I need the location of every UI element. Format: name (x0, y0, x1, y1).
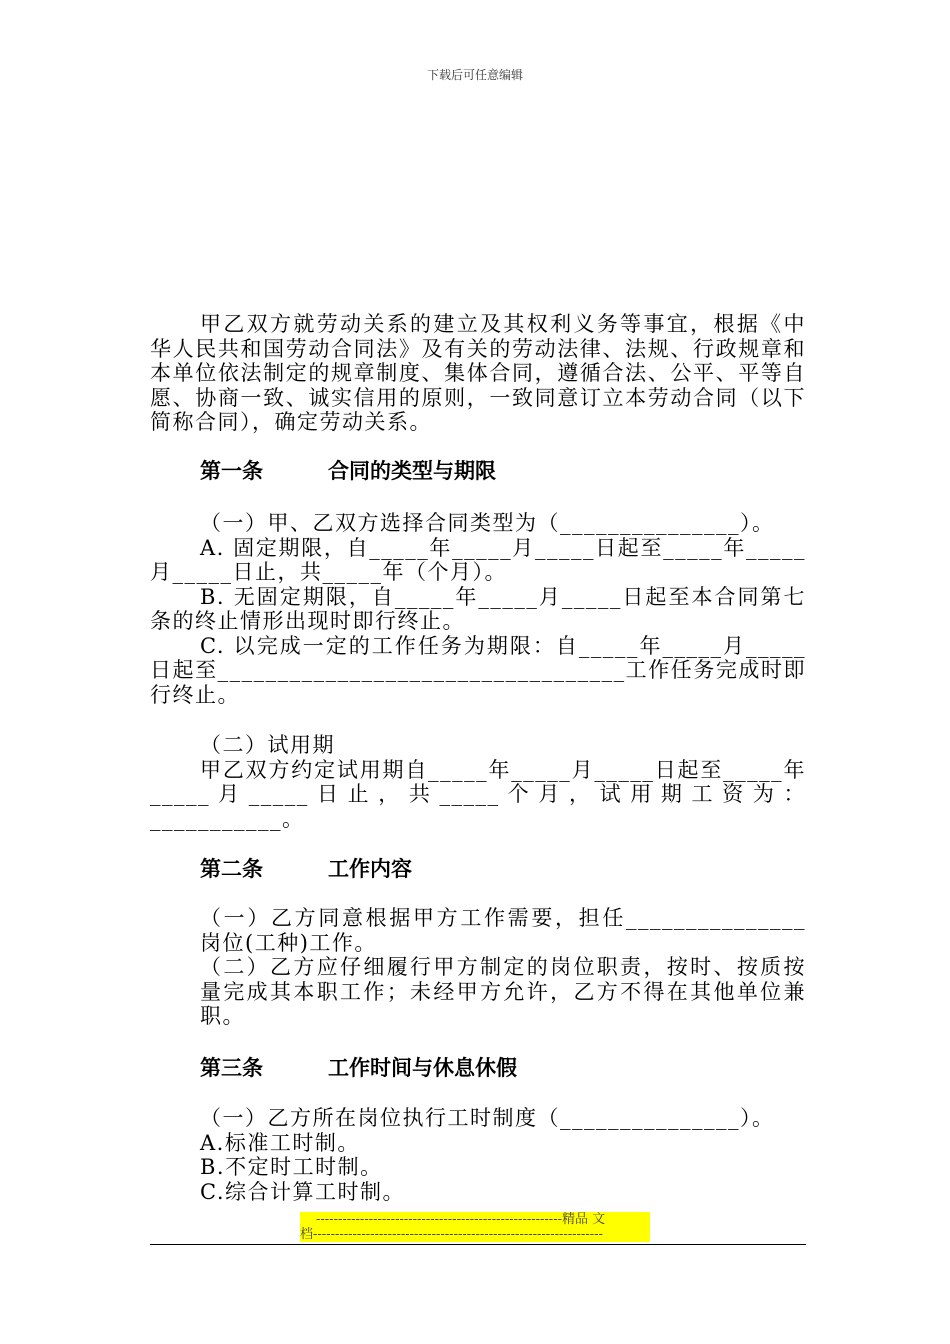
article-2 (150, 856, 806, 882)
page-header: 下载后可任意编辑 (426, 68, 523, 82)
article-1-clause-1: （一）甲、乙双方选择合同类型为（_______________）。 (200, 511, 775, 535)
article-2-clause-2: （二）乙方应仔细履行甲方制定的岗位职责，按时、按质按量完成其本职工作；未经甲方允许，乙方不得在其他单位兼职。 (200, 955, 806, 1028)
article-2-body (150, 906, 806, 1029)
article-1-clause-2: （二）试用期 (200, 733, 335, 757)
article-1-probation (150, 733, 806, 831)
article-1-title: 合同的类型与期限 (328, 458, 496, 483)
article-1-heading (150, 458, 806, 484)
article-1-option-a: A. 固定期限，自_____年_____月_____日起至_____年_____月_____日止，共_____年（个月）。 (150, 535, 806, 584)
article-1-body (150, 511, 806, 707)
article-2-number: 第二条 (200, 856, 263, 881)
article-3 (150, 1055, 806, 1081)
article-3-title: 工作时间与休息休假 (328, 1055, 517, 1080)
article-2-heading (150, 856, 806, 882)
article-3-clause-1: （一）乙方所在岗位执行工时制度（_______________）。 (200, 1106, 775, 1130)
footer-line-2: 档------------------------------------------------------------------ (300, 1227, 603, 1242)
article-1-probation-text: 甲乙双方约定试用期自_____年_____月_____日起至_____年_____月_____日止，共_____个月，试用期工资为：___________。 (150, 757, 806, 831)
article-3-option-c: C.综合计算工时制。 (200, 1179, 405, 1204)
intro-text: 甲乙双方就劳动关系的建立及其权利义务等事宜，根据《中华人民共和国劳动合同法》及有关的劳动法律、法规、行政规章和本单位依法制定的规章制度、集体合同，遵循合法、公平、平等自愿、协商一致、诚实信用的原则，一致同意订立本劳动合同（以下简称合同），确定劳动关系。 (150, 312, 806, 434)
article-2-clause-1: （一）乙方同意根据甲方工作需要，担任_______________岗位(工种)工作。 (200, 906, 806, 955)
article-1-option-b: B. 无固定期限，自_____年_____月_____日起至本合同第七条的终止情形出现时即行终止。 (150, 584, 806, 633)
article-1-number: 第一条 (200, 458, 263, 483)
article-3-number: 第三条 (200, 1055, 263, 1080)
intro-paragraph (150, 312, 806, 435)
article-3-body (150, 1106, 806, 1204)
footer-watermark (300, 1212, 650, 1242)
footer-line-1: --------------------------------------------------------精品 文 (316, 1212, 606, 1227)
article-3-heading (150, 1055, 806, 1081)
article-2-title: 工作内容 (328, 856, 412, 881)
footer-divider (150, 1244, 806, 1245)
article-3-option-b: B.不定时工时制。 (200, 1155, 383, 1179)
article-1 (150, 458, 806, 484)
article-1-option-c: C. 以完成一定的工作任务为期限：自_____年_____月_____日起至__________________________________工作任务完成时即行终止。 (150, 633, 806, 707)
article-3-option-a: A.标准工时制。 (200, 1130, 360, 1155)
